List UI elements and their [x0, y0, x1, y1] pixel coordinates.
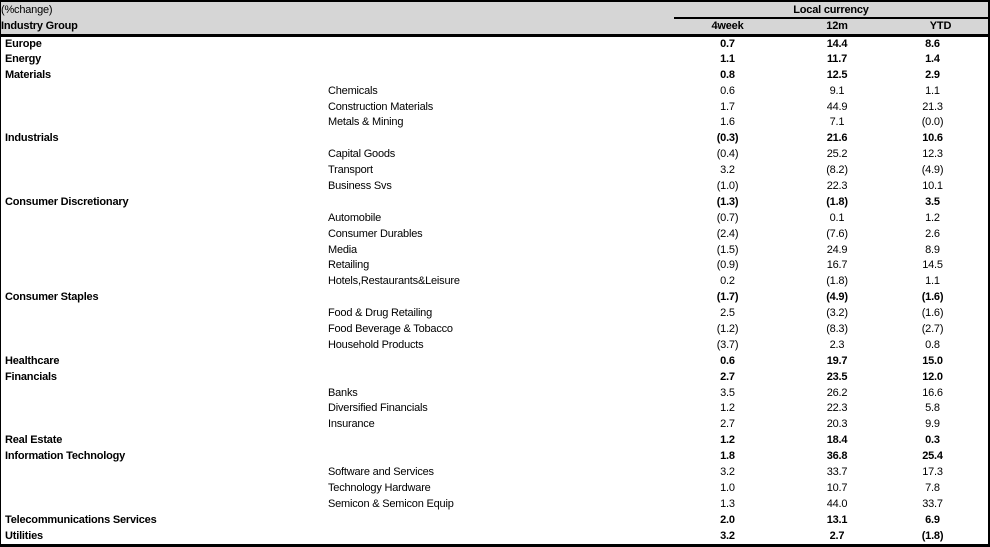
table-header — [1, 2, 988, 35]
value-cell: 2.3 — [829, 338, 845, 351]
value-cell: 26.2 — [826, 386, 848, 399]
value-cell: 1.7 — [720, 100, 735, 113]
column-header-4week: 4week — [674, 18, 781, 35]
value-cell: 13.1 — [826, 513, 848, 526]
value-cell: 2.5 — [720, 307, 735, 320]
value-cell: 1.2 — [925, 211, 940, 224]
value-cell: 0.3 — [925, 434, 940, 447]
sub-label — [324, 51, 674, 67]
sub-label: Retailing — [328, 259, 370, 272]
group-label — [1, 242, 324, 258]
table-row — [1, 512, 988, 528]
group-label: Real Estate — [5, 434, 63, 447]
sub-label: Technology Hardware — [328, 481, 431, 494]
value-cell: (0.0) — [921, 116, 944, 129]
value-cell: (0.4) — [716, 148, 739, 161]
table-row — [1, 178, 988, 194]
value-cell: 24.9 — [826, 243, 848, 256]
value-cell: 3.5 — [720, 386, 735, 399]
value-cell: 5.8 — [925, 402, 940, 415]
value-cell: (1.5) — [716, 243, 739, 256]
group-label — [1, 162, 324, 178]
column-header-ytd: YTD — [893, 18, 988, 35]
sub-label — [324, 369, 674, 385]
table-row — [1, 242, 988, 258]
group-label: Materials — [5, 68, 51, 81]
value-cell: 10.6 — [922, 132, 943, 145]
value-cell: 8.6 — [925, 37, 940, 50]
group-label: Europe — [5, 37, 42, 50]
value-cell: 3.2 — [720, 529, 735, 542]
value-cell: 17.3 — [922, 465, 943, 478]
header-row-currency — [1, 2, 988, 18]
value-cell: 1.1 — [720, 52, 735, 65]
group-label: Industrials — [5, 132, 59, 145]
value-cell: 33.7 — [922, 497, 943, 510]
group-label — [1, 385, 324, 401]
group-label: Consumer Staples — [5, 291, 99, 304]
value-cell: (1.8) — [826, 275, 848, 288]
value-cell: 14.4 — [826, 37, 848, 50]
sub-label: Chemicals — [328, 84, 378, 97]
value-cell: 44.9 — [826, 100, 848, 113]
value-cell: 25.4 — [922, 450, 943, 463]
group-label — [1, 257, 324, 273]
value-cell: 12.3 — [922, 148, 943, 161]
table-row — [1, 273, 988, 289]
table-row — [1, 400, 988, 416]
value-cell: 2.7 — [829, 529, 845, 542]
percent-change-label: (%change) — [1, 2, 674, 18]
sub-label: Automobile — [328, 211, 382, 224]
header-row-columns — [1, 18, 988, 35]
table-body — [1, 35, 988, 544]
value-cell: (1.6) — [921, 307, 944, 320]
value-cell: 2.0 — [720, 513, 735, 526]
group-label — [1, 464, 324, 480]
sub-label — [324, 448, 674, 464]
value-cell: 0.8 — [925, 338, 940, 351]
value-cell: 19.7 — [826, 354, 848, 367]
group-label — [1, 273, 324, 289]
group-label: Energy — [5, 52, 42, 65]
sub-label: Banks — [328, 386, 358, 399]
table-row — [1, 162, 988, 178]
table-row — [1, 210, 988, 226]
group-label — [1, 496, 324, 512]
table-row — [1, 99, 988, 115]
value-cell: 33.7 — [826, 465, 848, 478]
value-cell: 2.6 — [925, 227, 940, 240]
table-row — [1, 448, 988, 464]
value-cell: (2.4) — [716, 227, 739, 240]
value-cell: 9.9 — [925, 418, 940, 431]
value-cell: 12.5 — [826, 68, 848, 81]
value-cell: (8.2) — [826, 164, 848, 177]
group-label — [1, 337, 324, 353]
value-cell: 0.1 — [829, 211, 845, 224]
value-cell: (1.3) — [716, 195, 739, 208]
value-cell: 7.8 — [925, 481, 940, 494]
sub-label: Media — [328, 243, 357, 256]
table-row — [1, 432, 988, 448]
table-row — [1, 305, 988, 321]
value-cell: (4.9) — [921, 164, 944, 177]
table-row — [1, 369, 988, 385]
value-cell: 1.1 — [925, 84, 940, 97]
value-cell: 16.6 — [922, 386, 943, 399]
value-cell: 3.2 — [720, 465, 735, 478]
group-label — [1, 400, 324, 416]
value-cell: 0.7 — [720, 37, 735, 50]
sub-label — [324, 528, 674, 544]
group-label: Healthcare — [5, 354, 60, 367]
sub-label: Capital Goods — [328, 148, 396, 161]
value-cell: 22.3 — [826, 179, 848, 192]
group-label: Consumer Discretionary — [5, 195, 129, 208]
sub-label: Food & Drug Retailing — [328, 307, 433, 320]
sub-label — [324, 512, 674, 528]
group-label: Financials — [5, 370, 57, 383]
value-cell: (1.7) — [716, 291, 739, 304]
sub-label: Household Products — [328, 338, 424, 351]
local-currency-header: Local currency — [674, 2, 988, 18]
value-cell: (0.3) — [716, 132, 739, 145]
table-row — [1, 83, 988, 99]
group-label: Telecommunications Services — [5, 513, 157, 526]
value-cell: 18.4 — [826, 434, 848, 447]
table-row — [1, 35, 988, 51]
column-header-12m: 12m — [781, 18, 893, 35]
value-cell: 44.0 — [826, 497, 848, 510]
value-cell: 1.1 — [925, 275, 940, 288]
value-cell: 11.7 — [826, 52, 847, 65]
value-cell: 3.5 — [925, 195, 940, 208]
sub-label — [324, 289, 674, 305]
table-row — [1, 130, 988, 146]
value-cell: 3.2 — [720, 164, 735, 177]
table-row — [1, 194, 988, 210]
sub-label — [324, 432, 674, 448]
table-row — [1, 496, 988, 512]
value-cell: 1.2 — [720, 434, 735, 447]
value-cell: 1.0 — [720, 481, 735, 494]
value-cell: 25.2 — [826, 148, 848, 161]
sub-label — [324, 194, 674, 210]
value-cell: 23.5 — [826, 370, 848, 383]
sub-label: Food Beverage & Tobacco — [328, 322, 453, 335]
value-cell: 1.3 — [720, 497, 735, 510]
sub-label: Insurance — [328, 418, 375, 431]
table-row — [1, 51, 988, 67]
value-cell: 0.8 — [720, 68, 735, 81]
value-cell: 0.6 — [720, 84, 735, 97]
table-row — [1, 226, 988, 242]
value-cell: (1.0) — [716, 179, 739, 192]
table-row — [1, 353, 988, 369]
table-row — [1, 416, 988, 432]
group-label: Utilities — [5, 529, 43, 542]
group-label — [1, 305, 324, 321]
value-cell: 12.0 — [922, 370, 943, 383]
value-cell: 1.6 — [720, 116, 735, 129]
table-row — [1, 385, 988, 401]
group-label — [1, 83, 324, 99]
value-cell: 21.6 — [826, 132, 848, 145]
table-row — [1, 114, 988, 130]
table-row — [1, 464, 988, 480]
sub-label: Consumer Durables — [328, 227, 423, 240]
sub-label: Transport — [328, 164, 373, 177]
group-label — [1, 226, 324, 242]
sub-label — [324, 353, 674, 369]
group-label — [1, 114, 324, 130]
value-cell: 6.9 — [925, 513, 940, 526]
value-cell: 1.8 — [720, 450, 735, 463]
value-cell: 14.5 — [922, 259, 943, 272]
value-cell: 10.1 — [922, 179, 943, 192]
table-row — [1, 337, 988, 353]
group-label — [1, 178, 324, 194]
sub-label — [324, 35, 674, 51]
performance-table — [1, 2, 988, 544]
value-cell: 20.3 — [826, 418, 848, 431]
table-row — [1, 321, 988, 337]
value-cell: 8.9 — [925, 243, 940, 256]
table-row — [1, 480, 988, 496]
value-cell: 2.7 — [720, 370, 735, 383]
value-cell: (4.9) — [826, 291, 848, 304]
sub-label: Semicon & Semicon Equip — [328, 497, 454, 510]
table-row — [1, 257, 988, 273]
industry-group-header: Industry Group — [1, 18, 674, 35]
value-cell: (1.8) — [921, 529, 944, 542]
value-cell: 36.8 — [826, 450, 848, 463]
value-cell: (0.9) — [716, 259, 739, 272]
value-cell: 22.3 — [826, 402, 848, 415]
group-label: Information Technology — [5, 450, 126, 463]
value-cell: (1.6) — [921, 291, 944, 304]
sub-label — [324, 67, 674, 83]
table-row — [1, 289, 988, 305]
table-row — [1, 528, 988, 544]
value-cell: 0.6 — [720, 354, 735, 367]
value-cell: 21.3 — [922, 100, 943, 113]
value-cell: 1.2 — [720, 402, 735, 415]
value-cell: 0.2 — [720, 275, 735, 288]
value-cell: (3.2) — [826, 307, 848, 320]
value-cell: 2.9 — [925, 68, 940, 81]
group-label — [1, 416, 324, 432]
value-cell: (3.7) — [716, 338, 739, 351]
value-cell: 16.7 — [826, 259, 848, 272]
sub-label: Diversified Financials — [328, 402, 428, 415]
value-cell: (7.6) — [826, 227, 848, 240]
table-row — [1, 67, 988, 83]
value-cell: 2.7 — [720, 418, 735, 431]
value-cell: 1.4 — [925, 52, 940, 65]
value-cell: (1.2) — [716, 322, 739, 335]
value-cell: (0.7) — [716, 211, 739, 224]
value-cell: 9.1 — [829, 84, 845, 97]
value-cell: (8.3) — [826, 322, 848, 335]
sub-label: Software and Services — [328, 465, 434, 478]
value-cell: 15.0 — [922, 354, 943, 367]
sub-label: Construction Materials — [328, 100, 434, 113]
group-label — [1, 210, 324, 226]
value-cell: (2.7) — [921, 322, 944, 335]
group-label — [1, 146, 324, 162]
value-cell: 7.1 — [829, 116, 845, 129]
sub-label — [324, 130, 674, 146]
sub-label: Hotels,Restaurants&Leisure — [328, 275, 460, 288]
sub-label: Business Svs — [328, 179, 392, 192]
group-label — [1, 99, 324, 115]
group-label — [1, 480, 324, 496]
value-cell: 10.7 — [826, 481, 848, 494]
sub-label: Metals & Mining — [328, 116, 404, 129]
group-label — [1, 321, 324, 337]
value-cell: (1.8) — [826, 195, 848, 208]
table-row — [1, 146, 988, 162]
